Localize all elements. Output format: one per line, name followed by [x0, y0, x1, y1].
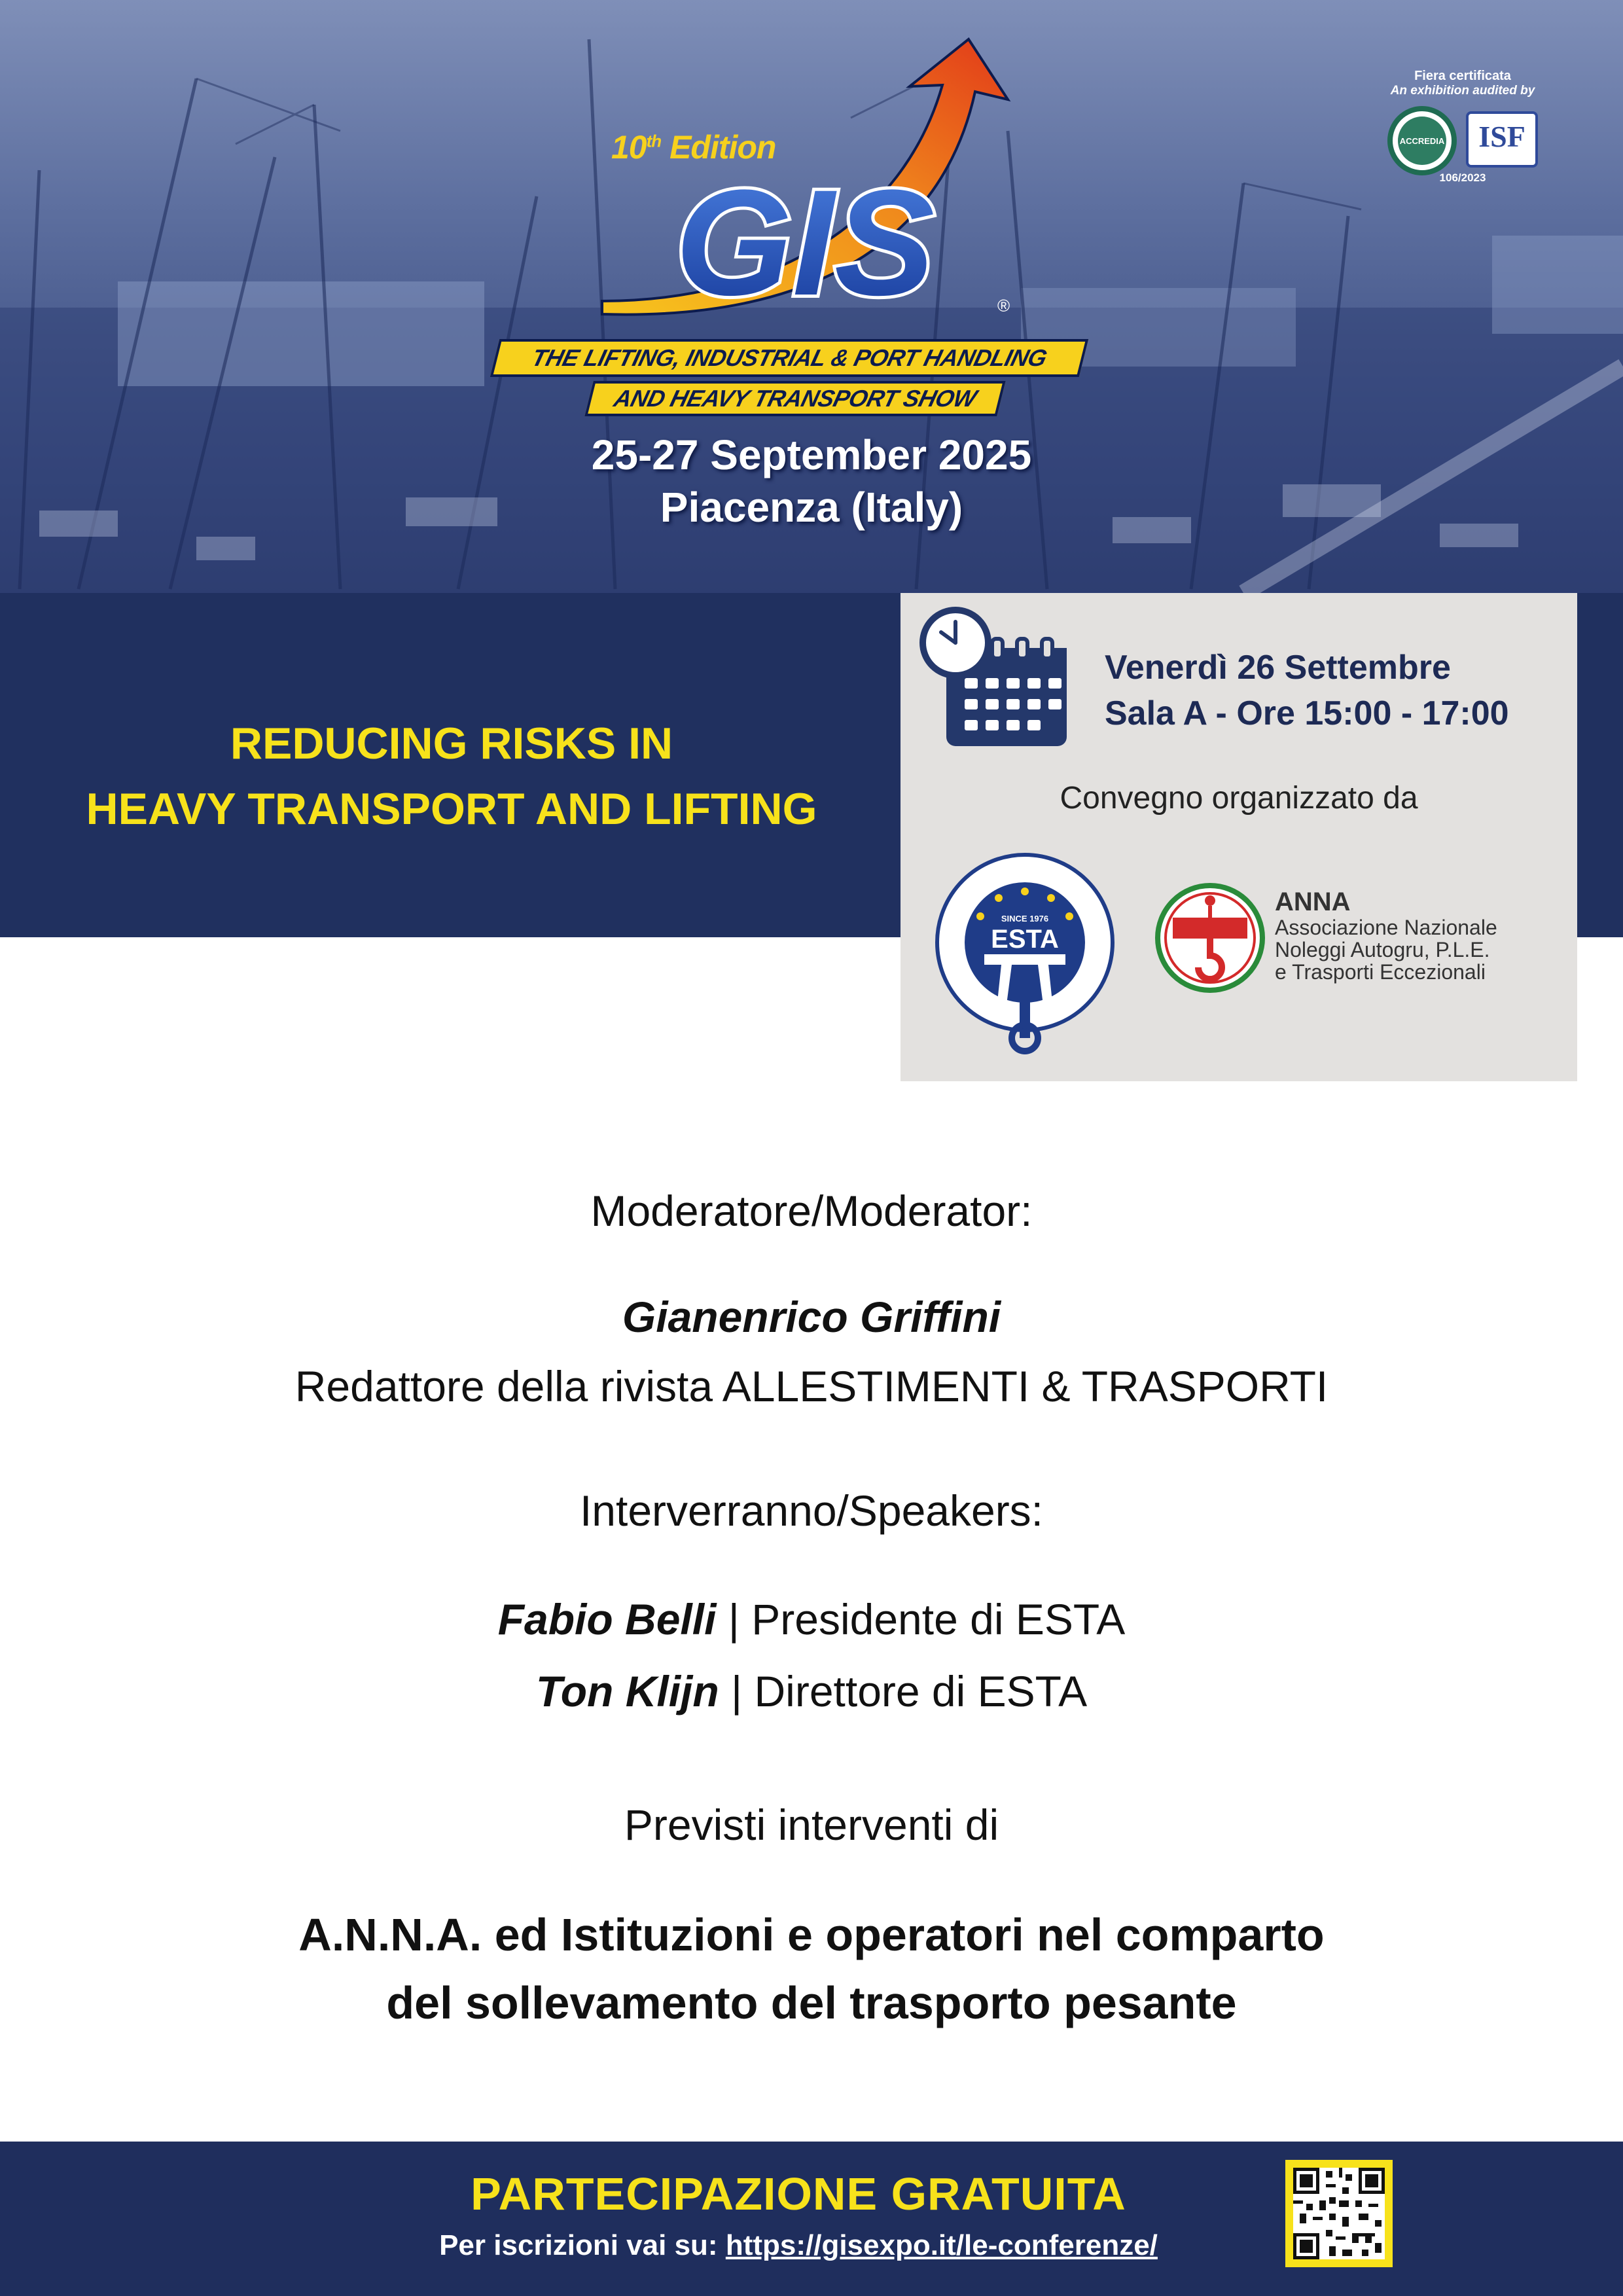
- conference-title-line-2: HEAVY TRANSPORT AND LIFTING: [86, 784, 817, 834]
- speaker-name: Fabio Belli: [497, 1595, 717, 1643]
- anna-logo: [1154, 882, 1266, 994]
- event-day: Venerdì 26 Settembre: [1105, 649, 1451, 687]
- edition-word: Edition: [661, 129, 776, 166]
- tagline-text-1: THE LIFTING, INDUSTRIAL & PORT HANDLING: [529, 344, 1050, 371]
- esta-label: ESTA: [991, 925, 1059, 954]
- event-time: Sala A - Ore 15:00 - 17:00: [1105, 694, 1509, 732]
- conference-title: [39, 711, 864, 842]
- speaker-row: [0, 1594, 1623, 1644]
- registration-label: Per iscrizioni vai su:: [439, 2229, 726, 2261]
- planned-talks-label: Previsti interventi di: [624, 1801, 999, 1849]
- gis-wordmark: GIS: [675, 158, 935, 327]
- certification-subtitle: An exhibition audited by: [1390, 84, 1535, 98]
- esta-since: SINCE 1976: [1001, 914, 1049, 924]
- isf-logo: [1466, 111, 1538, 168]
- moderator-label: Moderatore/Moderator:: [590, 1187, 1033, 1235]
- accredia-label: ACCREDIA: [1398, 117, 1446, 165]
- moderator-name: Gianenrico Griffini: [622, 1293, 1001, 1341]
- calendar-clock-icon: [915, 605, 1085, 755]
- speaker-name: Ton Klijn: [535, 1667, 719, 1715]
- anna-description: [1275, 916, 1497, 983]
- isf-label: ISF: [1478, 120, 1525, 153]
- edition-number: 10: [611, 129, 647, 166]
- certification-block: [1368, 68, 1558, 188]
- anna-desc-line-3: e Trasporti Eccezionali: [1275, 960, 1486, 984]
- tagline-text-2: AND HEAVY TRANSPORT SHOW: [611, 385, 980, 412]
- speaker-role: | Presidente di ESTA: [716, 1595, 1126, 1643]
- event-dates: 25-27 September 2025: [591, 431, 1032, 478]
- speaker-row: [0, 1666, 1623, 1716]
- certification-title: Fiera certificata: [1414, 69, 1511, 83]
- organized-by-label: Convegno organizzato da: [1060, 781, 1418, 816]
- esta-logo: [933, 851, 1116, 1067]
- conference-title-line-1: REDUCING RISKS IN: [230, 719, 673, 768]
- qr-code-icon[interactable]: [1285, 2160, 1393, 2267]
- certification-code: 106/2023: [1439, 171, 1486, 184]
- planned-talks-line-2: del sollevamento del trasporto pesante: [386, 1977, 1237, 2028]
- edition-label: [611, 128, 808, 166]
- svg-text:®: ®: [997, 296, 1010, 315]
- speakers-label: Interverranno/Speakers:: [579, 1486, 1044, 1535]
- hero-banner: [0, 0, 1623, 593]
- anna-desc-line-1: Associazione Nazionale: [1275, 916, 1497, 939]
- free-participation-title: PARTECIPAZIONE GRATUITA: [471, 2168, 1126, 2219]
- registration-link[interactable]: https://gisexpo.it/le-conferenze/: [725, 2229, 1158, 2261]
- gis-logo: [563, 26, 1073, 327]
- anna-desc-line-2: Noleggi Autogru, P.L.E.: [1275, 938, 1490, 961]
- accredia-logo: [1387, 106, 1457, 175]
- event-location: Piacenza (Italy): [660, 484, 963, 531]
- speaker-role: | Direttore di ESTA: [719, 1667, 1088, 1715]
- tagline-ribbon-2: [584, 381, 1005, 416]
- tagline-ribbon-1: [490, 339, 1088, 377]
- anna-name: ANNA: [1275, 888, 1351, 916]
- planned-talks-line-1: A.N.N.A. ed Istituzioni e operatori nel comparto: [298, 1909, 1325, 1960]
- edition-ordinal: th: [646, 131, 662, 151]
- moderator-role: Redattore della rivista ALLESTIMENTI & TRASPORTI: [294, 1362, 1329, 1410]
